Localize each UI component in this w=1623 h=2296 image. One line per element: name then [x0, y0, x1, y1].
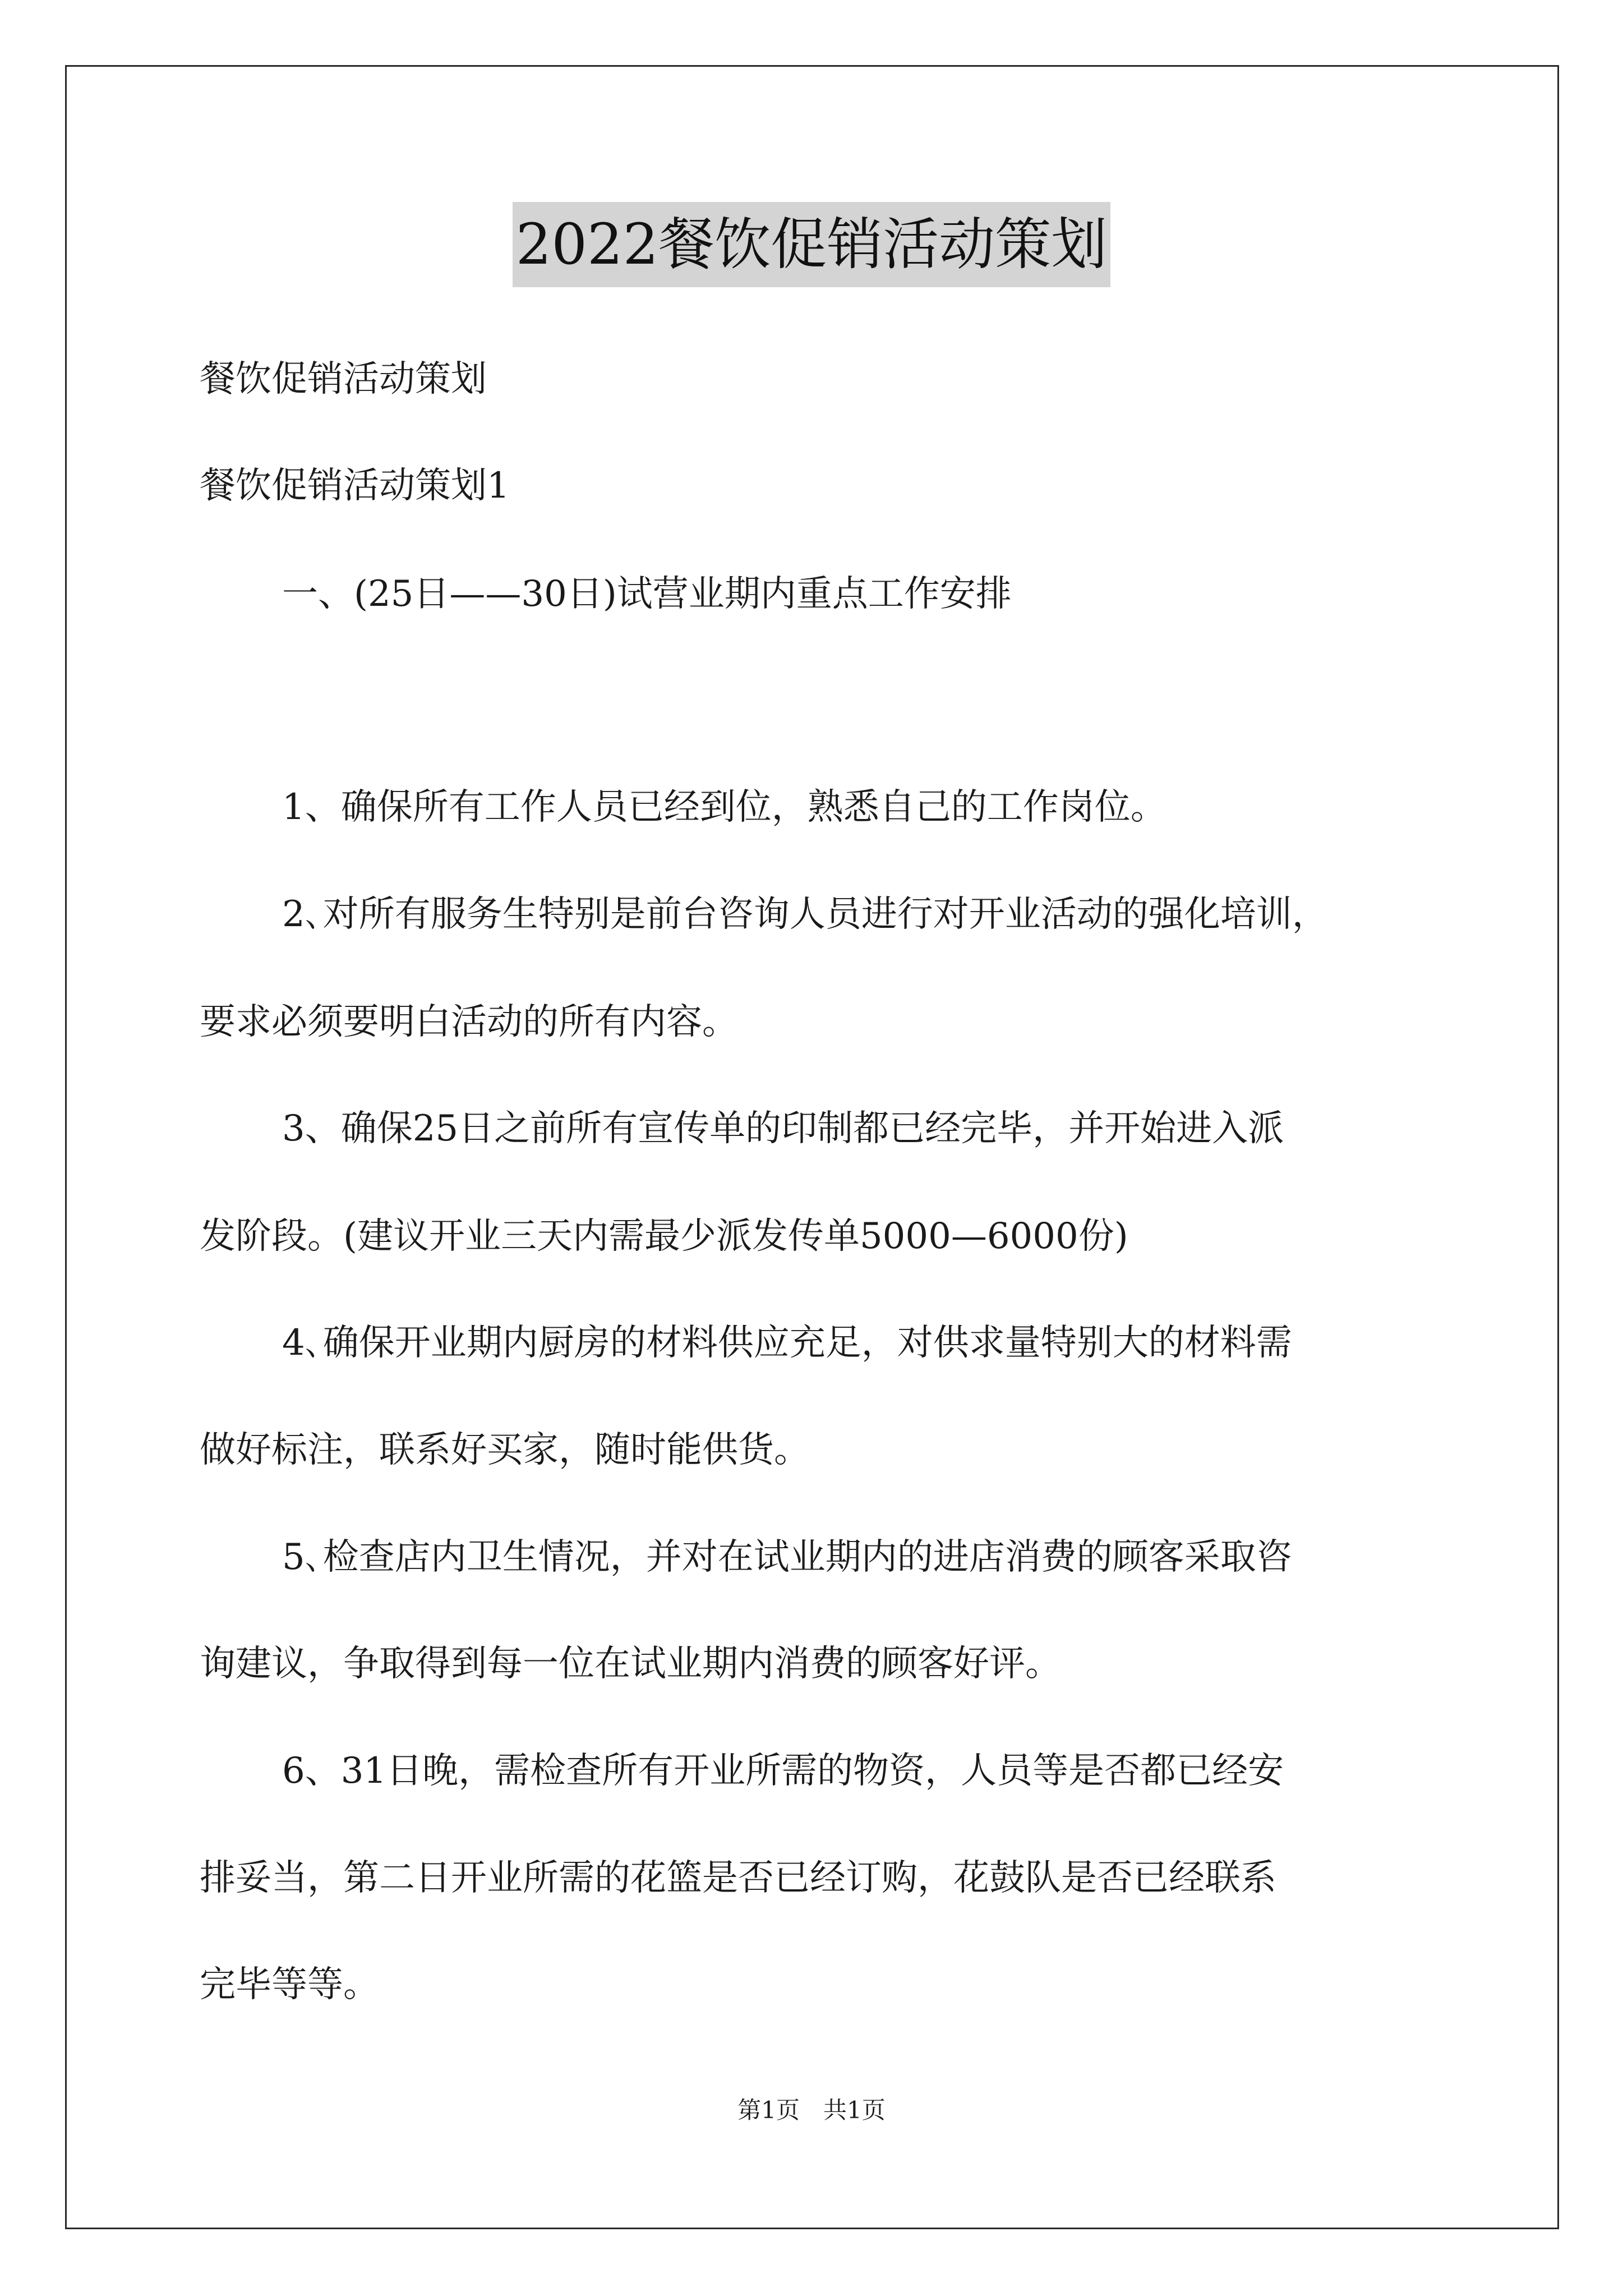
- paragraph-line: 1、确保所有工作人员已经到位，熟悉自己的工作岗位。: [282, 786, 1166, 828]
- paragraph-line: 排妥当，第二日开业所需的花篮是否已经订购，花鼓队是否已经联系: [200, 1857, 1276, 1899]
- subtitle: 餐饮促销活动策划: [200, 358, 487, 400]
- section-heading: 餐饮促销活动策划1: [200, 465, 510, 507]
- page-footer: 第1页 共1页: [737, 2096, 886, 2124]
- paragraph-line: 2､对所有服务生特别是前台咨询人员进行对开业活动的强化培训，: [282, 894, 1328, 935]
- paragraph-heading: 一、(25日——30日)试营业期内重点工作安排: [282, 573, 1012, 615]
- paragraph-line: 4､确保开业期内厨房的材料供应充足，对供求量特别大的材料需: [282, 1322, 1292, 1364]
- document-title: 2022餐饮促销活动策划: [513, 202, 1111, 287]
- paragraph-line: 6、31日晚，需检查所有开业所需的物资，人员等是否都已经安: [282, 1750, 1284, 1792]
- paragraph-line: 询建议，争取得到每一位在试业期内消费的顾客好评。: [200, 1643, 1061, 1685]
- paragraph-line: 3、确保25日之前所有宣传单的印制都已经完毕，并开始进入派: [282, 1108, 1284, 1149]
- title-container: [0, 202, 1623, 287]
- paragraph-line: 做好标注，联系好买家，随时能供货。: [200, 1429, 810, 1471]
- paragraph-line: 5､检查店内卫生情况，并对在试业期内的进店消费的顾客采取咨: [282, 1536, 1292, 1578]
- paragraph-line: 完毕等等。: [200, 1964, 379, 2005]
- paragraph-line: 要求必须要明白活动的所有内容。: [200, 1001, 738, 1043]
- paragraph-line: 发阶段。(建议开业三天内需最少派发传单5000—6000份): [200, 1216, 1128, 1257]
